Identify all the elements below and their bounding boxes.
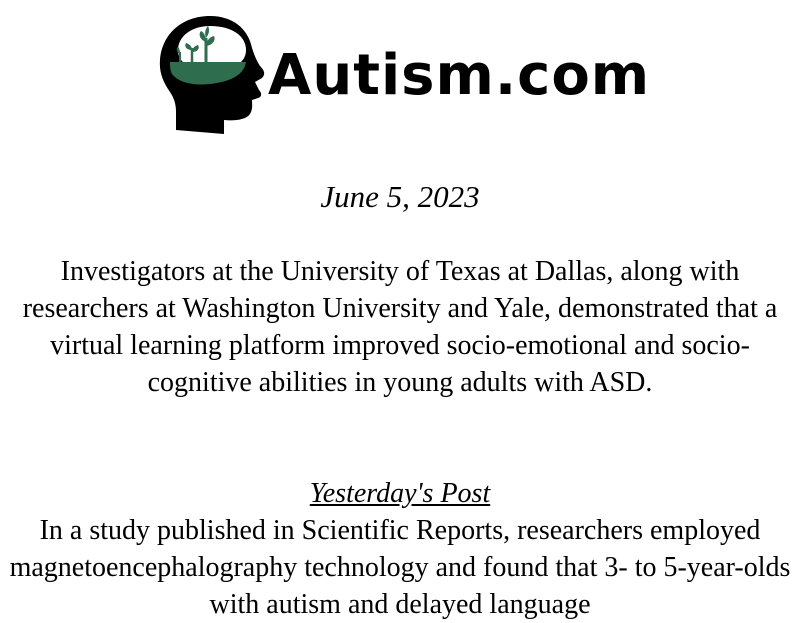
site-name: Autism.com	[268, 43, 651, 108]
head-with-sprouts-icon	[158, 14, 270, 136]
post-summary: Investigators at the University of Texas at Dallas, along with researchers at Washington University and Yale, demonstrated that a virtual learning platform improved socio-emotional and socio-cognitive abilities in young adults with ASD.	[22, 256, 778, 398]
post-date: June 5, 2023	[320, 179, 480, 214]
previous-post-link[interactable]: Yesterday's Post	[309, 478, 491, 509]
previous-post-summary: In a study published in Scientific Reports, researchers employed magnetoencephalography technology and found that 3- to 5-year-olds with autism and delayed language	[9, 515, 791, 620]
site-logo[interactable]	[158, 14, 651, 136]
previous-post-heading	[0, 475, 800, 512]
